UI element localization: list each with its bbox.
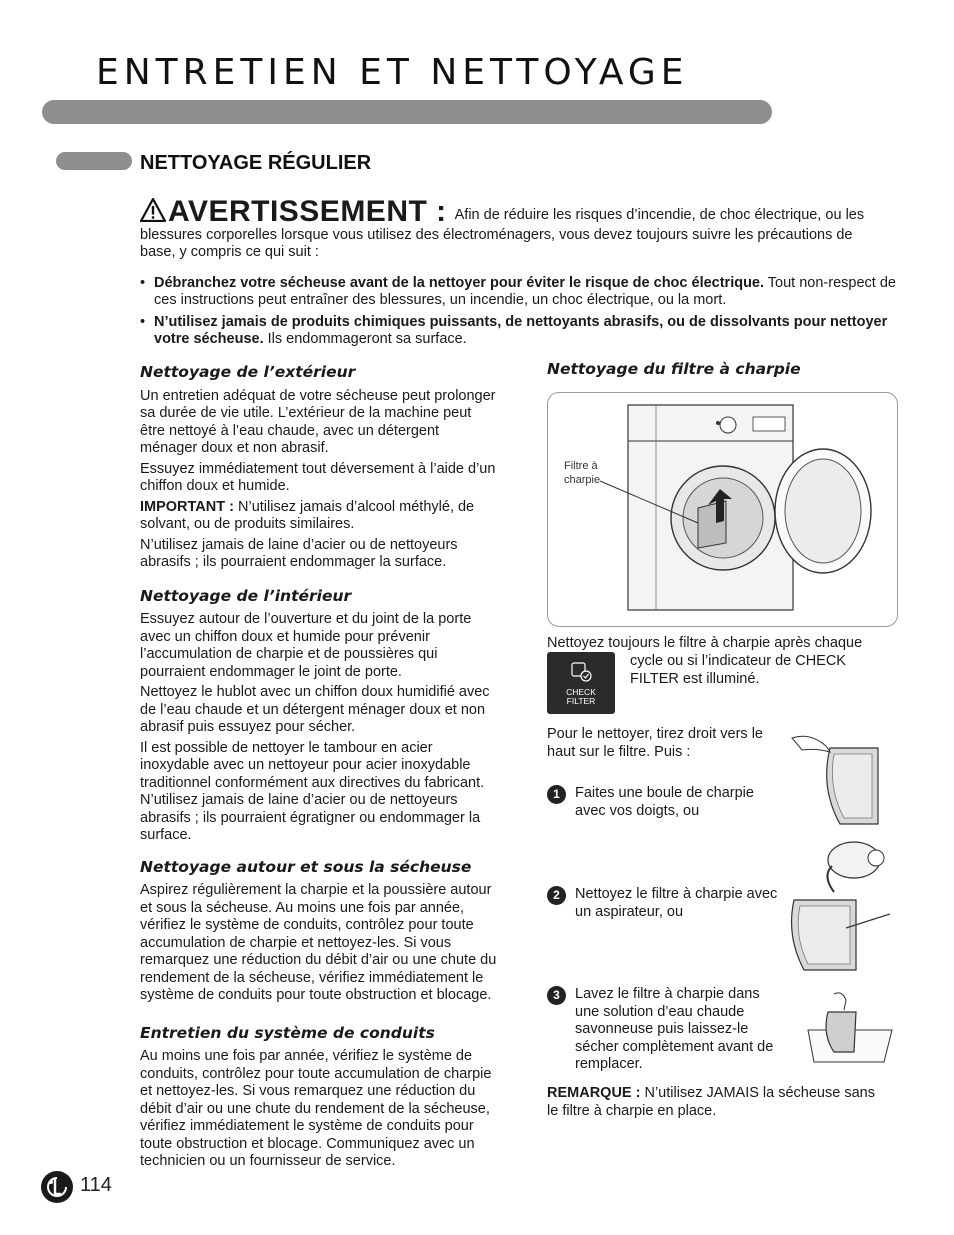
filter-pull-text: Pour le nettoyer, tirez droit vers le haut sur le filtre. Puis :: [547, 726, 763, 760]
step-number-badge: 3: [547, 986, 566, 1005]
exterior-p3-text: N’utilisez jamais d’alcool méthylé, de solvant, ou de produits similaires.: [140, 498, 475, 532]
interior-p2: Nettoyez le hublot avec un chiffon doux humidifié avec de l’eau chaude et un détergent ménager doux et non abrasif puis essuyez pour sécher.: [140, 684, 490, 735]
filter-callout-label: [564, 459, 600, 487]
warning-bullets: [140, 275, 900, 353]
bullet-text: Tout non-respect de ces instructions peut entraîner des blessures, un incendie, un choc électrique, ou la mort.: [154, 275, 896, 308]
left-column: [140, 364, 500, 1174]
page-number: 114: [80, 1174, 112, 1196]
filter-step-2: [547, 886, 787, 921]
page-title: ENTRETIEN ET NETTOYAGE: [96, 52, 689, 93]
bullet-bold: N’utilisez jamais de produits chimiques puissants, de nettoyants abrasifs, ou de dissolvants pour nettoyer votre sécheuse.: [154, 314, 888, 347]
exterior-title: Nettoyage de l’extérieur: [140, 363, 356, 381]
warning-bullet: [140, 314, 900, 348]
note-label: REMARQUE :: [547, 1085, 641, 1101]
filter-note: [547, 1085, 887, 1120]
check-label-line: CHECK: [566, 687, 596, 697]
filter-intro-rest: cycle ou si l’indicateur de CHECK FILTER est illuminé.: [630, 653, 846, 687]
filter-intro-line1: Nettoyez toujours le filtre à charpie après chaque: [547, 635, 863, 651]
around-p1: Aspirez régulièrement la charpie et la poussière autour et sous la sécheuse. Au moins une fois par année, vérifiez le système de conduits, contrôlez pour toute accumulation de charpie et nettoyez-les. Si vous remarquez une réduction du débit d’air ou une chute du rendement de la sécheuse, vérifiez immédiatement le système de conduits pour toute obstruction et blocage.: [140, 882, 497, 1003]
check-label-line: FILTER: [566, 696, 596, 706]
warning-text: Afin de réduire les risques d’incendie, de choc électrique, ou les blessures corporelles lorsque vous utilisez des électroménagers, vous devez toujours suivre les précautions de base, y compris ce qui suit :: [140, 207, 865, 260]
filter-wash-illustration: [804, 990, 896, 1064]
dryer-figure: [547, 392, 898, 627]
filter-step-1: [547, 785, 787, 820]
bullet-bold: Débranchez votre sécheuse avant de la nettoyer pour éviter le risque de choc électrique.: [154, 275, 765, 291]
check-filter-indicator: [547, 652, 615, 714]
dryer-illustration: [548, 393, 897, 626]
warning-heading: AVERTISSEMENT :: [168, 195, 447, 228]
filter-step-3: [547, 986, 787, 1074]
step-number-badge: 1: [547, 785, 566, 804]
callout-line: charpie: [564, 474, 601, 486]
important-label: IMPORTANT :: [140, 498, 234, 515]
note-text: N’utilisez JAMAIS la sécheuse sans le filtre à charpie en place.: [547, 1085, 875, 1119]
warning-bullet: [140, 275, 900, 309]
filter-vacuum-illustration: [786, 836, 896, 974]
interior-p3: Il est possible de nettoyer le tambour en acier inoxydable avec un nettoyeur pour acier inoxydable traditionnel conformément aux directives du fabricant. N’utilisez jamais de laine d’acier ou de nettoyeurs abrasifs ; ils pourraient égratigner ou endommager la surface.: [140, 739, 485, 843]
step-text: Faites une boule de charpie avec vos doigts, ou: [575, 785, 754, 819]
section-title: NETTOYAGE RÉGULIER: [140, 152, 372, 174]
filter-title: Nettoyage du filtre à charpie: [547, 360, 801, 378]
ducts-title: Entretien du système de conduits: [140, 1023, 435, 1042]
exterior-p2: Essuyez immédiatement tout déversement à l’aide d’un chiffon doux et humide.: [140, 460, 496, 494]
interior-p1: Essuyez autour de l’ouverture et du joint de la porte avec un chiffon doux et humide pour prévenir l’accumulation de charpie et de poussières qui pourraient endommager le joint de porte.: [140, 611, 472, 680]
check-filter-label: [547, 688, 615, 706]
title-bar: [42, 100, 772, 124]
step-text: Nettoyez le filtre à charpie avec un aspirateur, ou: [575, 886, 778, 920]
check-filter-icon: [571, 662, 593, 687]
warning-triangle-icon: [140, 198, 166, 227]
exterior-p4: N’utilisez jamais de laine d’acier ou de nettoyeurs abrasifs ; ils pourraient endommager la surface.: [140, 536, 458, 570]
step-text: Lavez le filtre à charpie dans une solution d’eau chaude savonneuse puis laissez-le sécher complètement avant de remplacer.: [575, 986, 774, 1072]
filter-hand-illustration: [790, 728, 890, 832]
around-title: Nettoyage autour et sous la sécheuse: [140, 857, 472, 876]
exterior-p1: Un entretien adéquat de votre sécheuse peut prolonger sa durée de vie utile. L’extérieur de la machine peut être nettoyé à l’eau chaude, avec un détergent ménager doux et non abrasif.: [140, 387, 496, 456]
exterior-p3: [140, 499, 500, 534]
step-number-badge: 2: [547, 886, 566, 905]
lg-logo-icon: [40, 1170, 74, 1209]
section-pill: [56, 152, 132, 170]
ducts-p1: Au moins une fois par année, vérifiez le système de conduits, contrôlez pour toute accumulation de charpie et nettoyez-les. Si vous remarquez une réduction du débit d’air ou une chute du rendement de la sécheuse, vérifiez immédiatement le système de conduits pour toute obstruction et blocage. Communiquez avec un technicien ou un fournisseur de service.: [140, 1048, 492, 1169]
interior-title: Nettoyage de l’intérieur: [140, 586, 352, 605]
callout-line: Filtre à: [564, 460, 598, 472]
warning-block: [140, 195, 880, 261]
bullet-text: Ils endommageront sa surface.: [263, 331, 467, 347]
